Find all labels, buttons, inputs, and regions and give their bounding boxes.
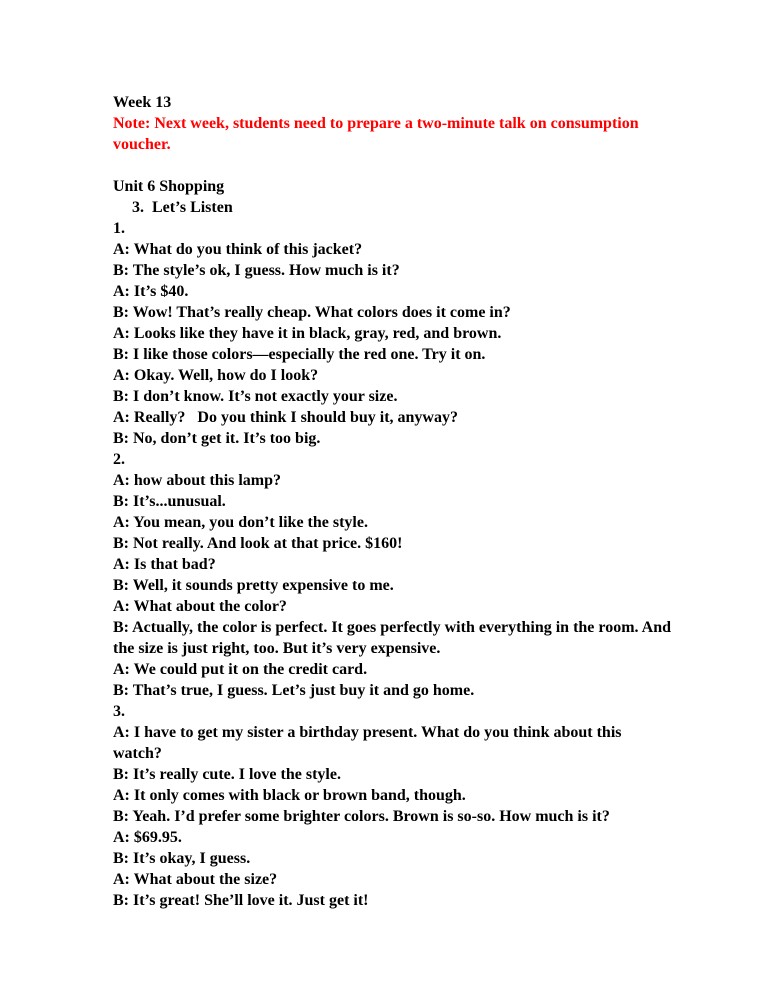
dialogue-3 [113,701,673,911]
dialogue-number: 3. [113,703,125,720]
dialogue-line: B: Actually, the color is perfect. It goes perfectly with everything in the room. And the size is just right, too. But it’s very expensive. [113,619,671,657]
dialogue-line: A: You mean, you don’t like the style. [113,514,368,531]
note-text: Note: Next week, students need to prepare a two-minute talk on consumption voucher. [113,115,639,153]
dialogue-number: 2. [113,451,125,468]
dialogue-line: B: No, don’t get it. It’s too big. [113,430,321,447]
dialogue-line: B: The style’s ok, I guess. How much is it? [113,262,400,279]
dialogue-line: B: Well, it sounds pretty expensive to me. [113,577,394,594]
dialogue-number: 1. [113,220,125,237]
dialogue-line: A: Looks like they have it in black, gray, red, and brown. [113,325,502,342]
spacer [113,155,673,176]
dialogue-line: A: Okay. Well, how do I look? [113,367,319,384]
dialogue-line: B: I like those colors—especially the red one. Try it on. [113,346,486,363]
dialogue-line: B: It’s really cute. I love the style. [113,766,341,783]
dialogue-2 [113,449,673,701]
week-heading: Week 13 [113,94,172,111]
dialogue-line: A: What about the size? [113,871,278,888]
dialogue-line: B: It’s...unusual. [113,493,226,510]
dialogue-line: A: What do you think of this jacket? [113,241,363,258]
dialogue-line: A: Is that bad? [113,556,216,573]
dialogue-line: A: I have to get my sister a birthday present. What do you think about this watch? [113,724,622,762]
section-title: 3. Let’s Listen [132,199,233,216]
dialogue-line: A: It’s $40. [113,283,189,300]
dialogue-line: B: It’s great! She’ll love it. Just get it! [113,892,369,909]
dialogue-line: A: how about this lamp? [113,472,282,489]
document-content [113,92,673,911]
dialogue-line: B: Wow! That’s really cheap. What colors does it come in? [113,304,511,321]
dialogue-line: B: It’s okay, I guess. [113,850,251,867]
dialogue-line: B: Not really. And look at that price. $160! [113,535,403,552]
dialogue-line: B: That’s true, I guess. Let’s just buy it and go home. [113,682,475,699]
dialogue-line: B: Yeah. I’d prefer some brighter colors. Brown is so-so. How much is it? [113,808,610,825]
unit-title: Unit 6 Shopping [113,178,225,195]
dialogue-line: A: It only comes with black or brown band, though. [113,787,466,804]
dialogue-line: A: What about the color? [113,598,287,615]
dialogue-line: B: I don’t know. It’s not exactly your size. [113,388,398,405]
dialogue-line: A: Really? Do you think I should buy it, anyway? [113,409,458,426]
dialogue-1 [113,218,673,449]
dialogue-line: A: We could put it on the credit card. [113,661,368,678]
dialogue-line: A: $69.95. [113,829,182,846]
